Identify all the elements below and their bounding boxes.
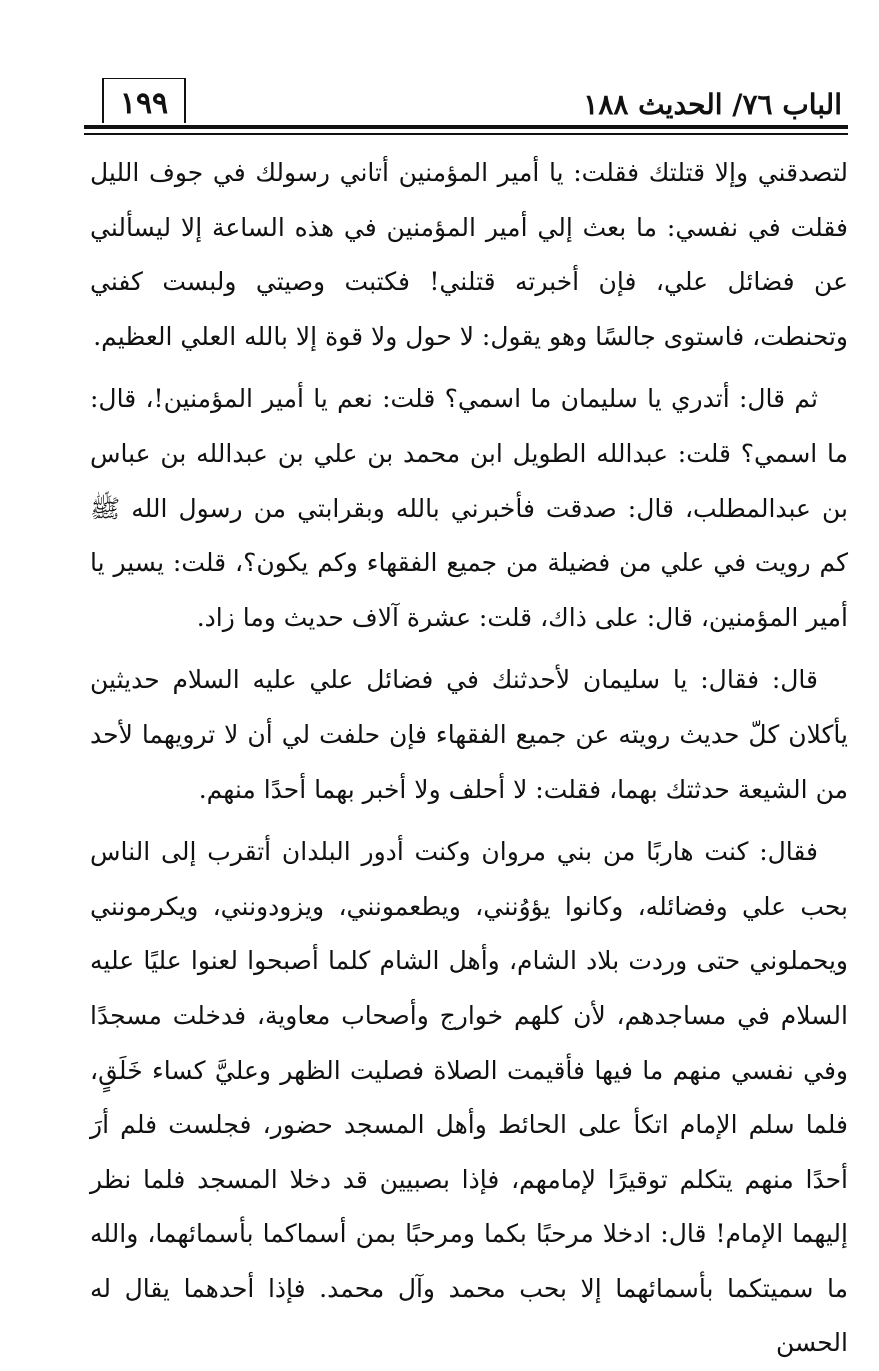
page-number-box xyxy=(102,78,186,123)
page-header xyxy=(84,78,848,130)
paragraph: لتصدقني وإلا قتلتك فقلت: يا أمير المؤمنين أتاني رسولك في جوف الليل فقلت في نفسي: ما بعث إلي أمير المؤمنين في هذه الساعة إلا ليسألني عن فضائل علي، فإن أخبرته قتلني! فكتبت وصيتي ولبست كفني وتحنطت، فاستوى جالسًا وهو يقول: لا حول ولا قوة إلا بالله العلي العظيم. xyxy=(90,158,848,351)
paragraph: فقال: كنت هاربًا من بني مروان وكنت أدور البلدان أتقرب إلى الناس بحب علي وفضائله، وكانوا يؤوُنني، ويطعمونني، ويزودونني، ويكرمونني ويحملوني حتى وردت بلاد الشام، وأهل الشام كلما أصبحوا لعنوا عليًا عليه السلام في مساجدهم، لأن كلهم خوارج وأصحاب معاوية، فدخلت مسجدًا وفي نفسي منهم ما فيها فأقيمت الصلاة فصليت الظهر وعليَّ كساء خَلَقٍ، فلما سلم الإمام اتكأ على الحائط وأهل المسجد حضور، فجلست فلم أرَ أحدًا منهم يتكلم توقيرًا لإمامهم، فإذا بصبيين قد دخلا المسجد فلما نظر إليهما الإمام! قال: ادخلا مرحبًا بكما ومرحبًا بمن أسماكما بأسمائهما، والله ما سميتكما بأسمائهما إلا بحب محمد وآل محمد. فإذا أحدهما يقال له الحسن xyxy=(90,837,848,1358)
body-text xyxy=(90,146,848,1371)
paragraph: قال: فقال: يا سليمان لأحدثنك في فضائل علي عليه السلام حديثين يأكلان كلّ حديث رويته عن جميع الفقهاء فإن حلفت لي أن لا ترويهما لأحد من الشيعة حدثتك بهما، فقلت: لا أحلف ولا أخبر بهما أحدًا منهم. xyxy=(90,665,848,804)
header-rule-thick xyxy=(84,125,848,129)
paragraph: ثم قال: أتدري يا سليمان ما اسمي؟ قلت: نعم يا أمير المؤمنين!، قال: ما اسمي؟ قلت: عبدالله الطويل ابن محمد بن علي بن عبدالله بن عباس بن عبدالمطلب، قال: صدقت فأخبرني بالله وبقرابتي من رسول الله ﷺ كم رويت في علي من فضيلة من جميع الفقهاء وكم يكون؟، قلت: يسير يا أمير المؤمنين، قال: على ذاك، قلت: عشرة آلاف حديث وما زاد. xyxy=(90,384,848,632)
page-number: ١٩٩ xyxy=(119,86,169,121)
chapter-hadith-title: الباب ٧٦/ الحديث ١٨٨ xyxy=(583,88,842,121)
header-rule-thin xyxy=(84,133,848,135)
